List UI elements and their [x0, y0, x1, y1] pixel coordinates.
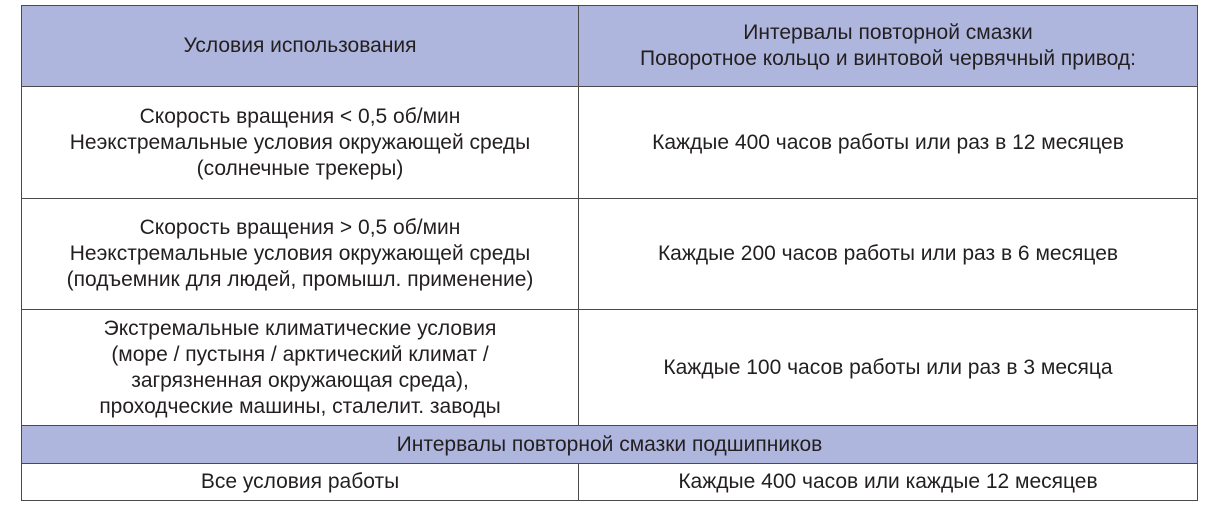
interval-cell: Каждые 400 часов или каждые 12 месяцев: [579, 464, 1198, 501]
condition-line: Скорость вращения > 0,5 об/мин: [139, 216, 461, 239]
condition-cell: [22, 310, 579, 426]
condition-line: (солнечные трекеры): [196, 156, 404, 180]
condition-line: Скорость вращения < 0,5 об/мин: [139, 104, 461, 128]
header-row: [22, 6, 1198, 87]
table-row: [22, 310, 1198, 426]
condition-line: Неэкстремальные условия окружающей среды: [69, 242, 531, 265]
interval-cell: Каждые 100 часов работы или раз в 3 месяца: [579, 310, 1198, 426]
condition-line: Неэкстремальные условия окружающей среды: [69, 130, 531, 154]
lubrication-interval-table: [21, 5, 1198, 501]
condition-cell: [22, 87, 579, 199]
condition-line: Экстремальные климатические условия: [103, 316, 497, 340]
bearings-section-row: [22, 426, 1198, 464]
header-conditions: [22, 6, 579, 87]
condition-line: загрязненная окружающая среда),: [131, 368, 469, 392]
interval-cell: Каждые 400 часов работы или раз в 12 месяцев: [579, 87, 1198, 199]
header-intervals-line2: Поворотное кольцо и винтовой червячный привод:: [640, 47, 1136, 70]
condition-line: (море / пустыня / арктический климат /: [111, 342, 489, 366]
table-row: [22, 87, 1198, 199]
condition-cell: [22, 199, 579, 310]
condition-line: проходческие машины, сталелит. заводы: [99, 394, 501, 418]
condition-line: (подъемник для людей, промышл. применение): [66, 268, 534, 291]
table-row: [22, 464, 1198, 501]
interval-cell: Каждые 200 часов работы или раз в 6 месяцев: [579, 199, 1198, 310]
header-intervals: [579, 6, 1198, 87]
condition-cell: Все условия работы: [22, 464, 579, 501]
header-intervals-line1: Интервалы повторной смазки: [743, 21, 1033, 44]
table-row: [22, 199, 1198, 310]
header-conditions-label: Условия использования: [183, 34, 417, 57]
bearings-section-title: Интервалы повторной смазки подшипников: [22, 426, 1198, 464]
